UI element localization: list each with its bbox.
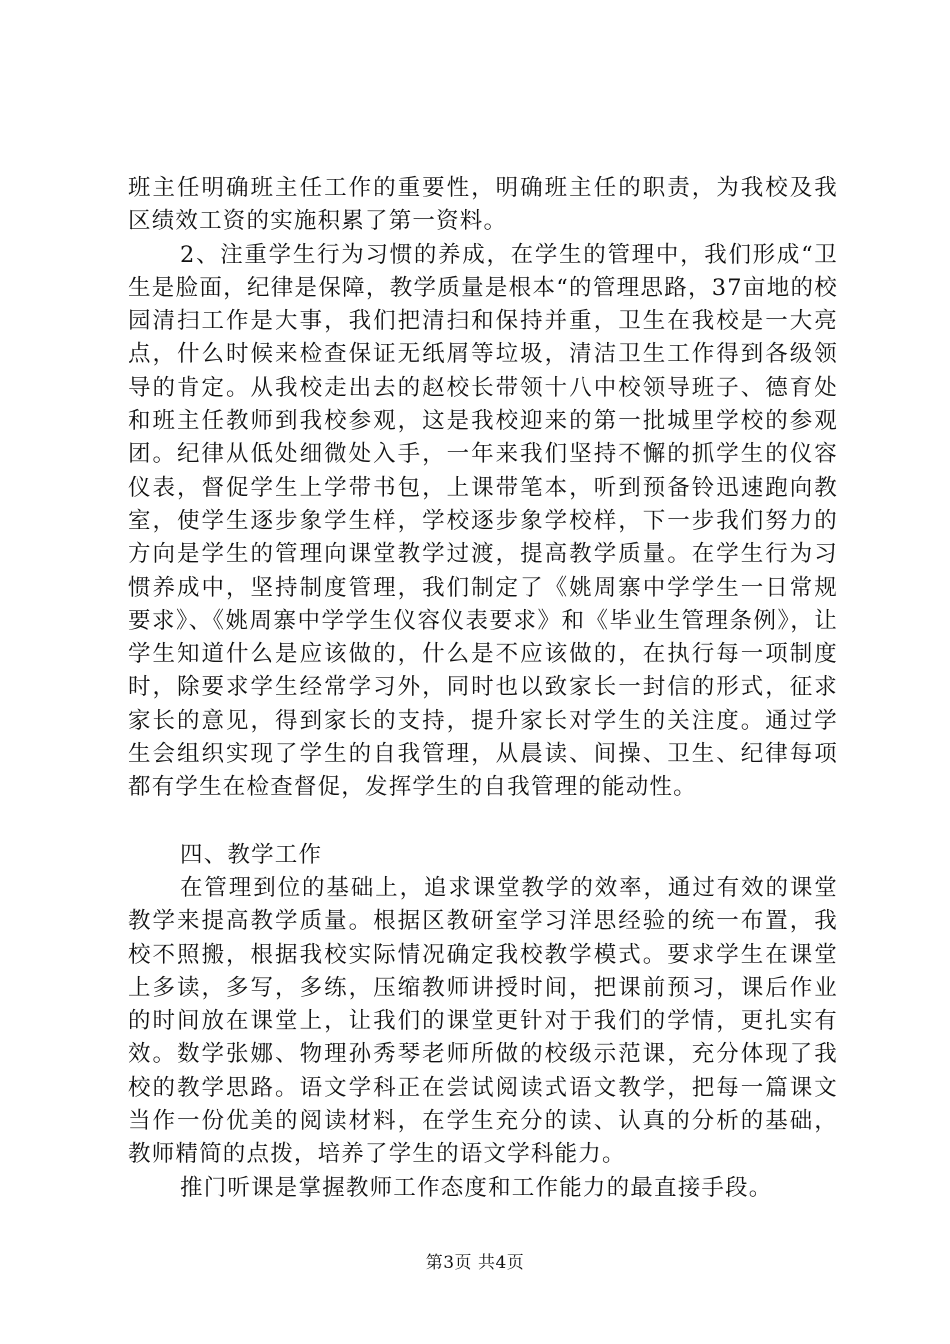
page-number-footer: 第3页 共4页	[425, 1253, 525, 1273]
section-spacer	[128, 805, 838, 839]
section-heading-teaching: 四、教学工作	[180, 841, 323, 868]
paragraph-classroom-teaching: 在管理到位的基础上，追求课堂教学的效率，通过有效的课堂教学来提高教学质量。根据区教研室学习洋思经验的统一布置，我校不照搬，根据我校实际情况确定我校教学模式。要求学生在课堂上多读，多写，多练，压缩教师讲授时间，把课前预习，课后作业的时间放在课堂上，让我们的课堂更针对于我们的学情，更扎实有效。数学张娜、物理孙秀琴老师所做的校级示范课，充分体现了我校的教学思路。语文学科正在尝试阅读式语文教学，把每一篇课文当作一份优美的阅读材料，在学生充分的读、认真的分析的基础，教师精简的点拨，培养了学生的语文学科能力。	[128, 874, 838, 1168]
paragraph-behavior-habits: 2、注重学生行为习惯的养成，在学生的管理中，我们形成“卫生是脸面，纪律是保障，教学质量是根本“的管理思路，37亩地的校园清扫工作是大事，我们把清扫和保持并重，卫生在我校是一大亮点，什么时候来检查保证无纸屑等垃圾，清洁卫生工作得到各级领导的肯定。从我校走出去的赵校长带领十八中校领导班子、德育处和班主任教师到我校参观，这是我校迎来的第一批城里学校的参观团。纪律从低处细微处入手，一年来我们坚持不懈的抓学生的仪容仪表，督促学生上学带书包，上课带笔本，听到预备铃迅速跑向教室，使学生逐步象学生样，学校逐步象学校样，下一步我们努力的方向是学生的管理向课堂教学过渡，提高教学质量。在学生行为习惯养成中，坚持制度管理，我们制定了《姚周寨中学学生一日常规要求》、《姚周寨中学学生仪容仪表要求》和《毕业生管理条例》，让学生知道什么是应该做的，什么是不应该做的，在执行每一项制度时，除要求学生经常学习外，同时也以致家长一封信的形式，征求家长的意见，得到家长的支持，提升家长对学生的关注度。通过学生会组织实现了学生的自我管理，从晨读、间操、卫生、纪律每项都有学生在检查督促，发挥学生的自我管理的能动性。	[128, 241, 838, 801]
paragraph-lesson-observation: 推门听课是掌握教师工作态度和工作能力的最直接手段。	[180, 1174, 773, 1201]
document-body	[128, 172, 838, 1205]
paragraph-continuation: 班主任明确班主任工作的重要性，明确班主任的职责，为我校及我区绩效工资的实施积累了第一资料。	[128, 175, 838, 235]
